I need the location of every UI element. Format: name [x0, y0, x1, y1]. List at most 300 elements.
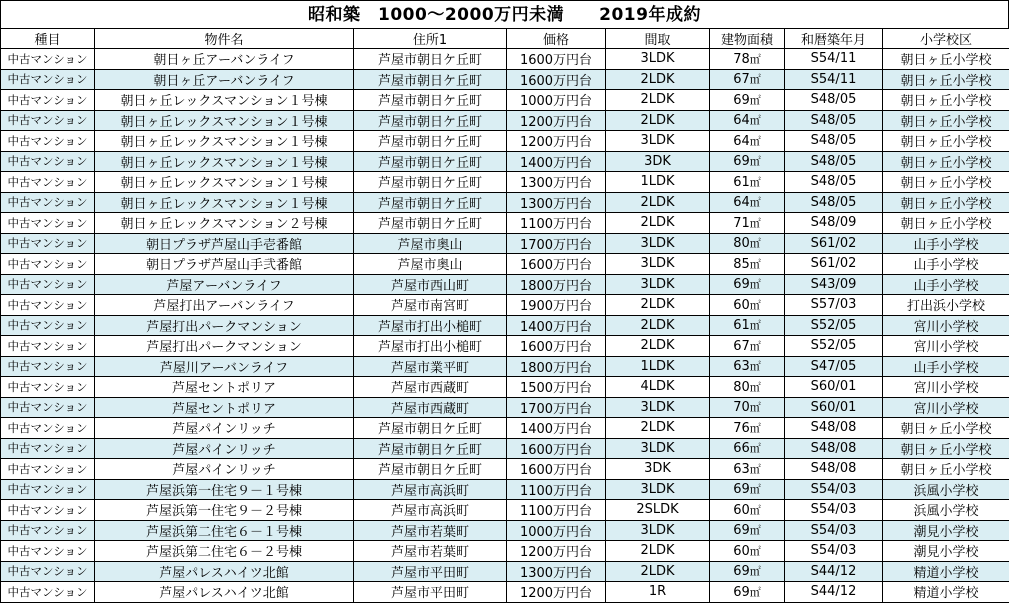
floor-area-unit: ㎡ [749, 114, 761, 128]
cell-type: 中古マンション [1, 500, 95, 521]
cell-type: 中古マンション [1, 254, 95, 275]
cell-price: 1000万円台 [507, 520, 606, 541]
cell-school-district: 山手小学校 [883, 356, 1009, 377]
cell-layout: 1LDK [606, 172, 710, 193]
header-school-district: 小学校区 [883, 29, 1009, 49]
cell-type: 中古マンション [1, 459, 95, 480]
cell-property-name: 芦屋パレスハイツ北館 [95, 561, 354, 582]
cell-type: 中古マンション [1, 274, 95, 295]
cell-type: 中古マンション [1, 418, 95, 439]
cell-floor-area [710, 315, 785, 336]
cell-built-date: S54/11 [785, 69, 883, 90]
cell-layout: 3LDK [606, 233, 710, 254]
cell-floor-area [710, 49, 785, 70]
floor-area-value: 70 [733, 400, 750, 416]
floor-area-unit: ㎡ [749, 421, 761, 435]
cell-school-district: 精道小学校 [883, 582, 1009, 603]
cell-property-name: 芦屋浜第二住宅６－１号棟 [95, 520, 354, 541]
cell-price: 1200万円台 [507, 110, 606, 131]
header-property-name: 物件名 [95, 29, 354, 49]
cell-built-date: S60/01 [785, 377, 883, 398]
table-row [1, 520, 1009, 541]
cell-price: 1900万円台 [507, 295, 606, 316]
header-address: 住所1 [354, 29, 507, 49]
cell-built-date: S44/12 [785, 582, 883, 603]
cell-floor-area [710, 520, 785, 541]
table-row [1, 90, 1009, 111]
cell-school-district: 朝日ヶ丘小学校 [883, 49, 1009, 70]
cell-address: 芦屋市朝日ケ丘町 [354, 438, 507, 459]
cell-layout: 3LDK [606, 479, 710, 500]
cell-type: 中古マンション [1, 49, 95, 70]
header-layout: 間取 [606, 29, 710, 49]
cell-address: 芦屋市高浜町 [354, 500, 507, 521]
cell-school-district: 精道小学校 [883, 561, 1009, 582]
floor-area-unit: ㎡ [749, 503, 761, 517]
cell-type: 中古マンション [1, 213, 95, 234]
cell-price: 1800万円台 [507, 274, 606, 295]
table-row [1, 131, 1009, 152]
cell-floor-area [710, 459, 785, 480]
header-floor-area: 建物面積 [710, 29, 785, 49]
cell-floor-area [710, 500, 785, 521]
table-row [1, 254, 1009, 275]
table-row [1, 479, 1009, 500]
floor-area-unit: ㎡ [749, 196, 761, 210]
table-row [1, 356, 1009, 377]
floor-area-value: 64 [733, 133, 750, 149]
cell-address: 芦屋市朝日ケ丘町 [354, 192, 507, 213]
cell-address: 芦屋市朝日ケ丘町 [354, 418, 507, 439]
table-row [1, 274, 1009, 295]
floor-area-value: 64 [733, 113, 750, 129]
cell-school-district: 朝日ヶ丘小学校 [883, 110, 1009, 131]
floor-area-unit: ㎡ [749, 155, 761, 169]
cell-school-district: 山手小学校 [883, 254, 1009, 275]
cell-type: 中古マンション [1, 295, 95, 316]
cell-layout: 3DK [606, 459, 710, 480]
floor-area-value: 69 [733, 92, 750, 108]
floor-area-value: 66 [733, 441, 750, 457]
cell-price: 1300万円台 [507, 192, 606, 213]
floor-area-value: 71 [733, 215, 750, 231]
cell-school-district: 朝日ヶ丘小学校 [883, 90, 1009, 111]
floor-area-unit: ㎡ [749, 134, 761, 148]
cell-type: 中古マンション [1, 356, 95, 377]
cell-school-district: 浜風小学校 [883, 500, 1009, 521]
cell-property-name: 朝日ヶ丘レックスマンション１号棟 [95, 90, 354, 111]
floor-area-value: 69 [733, 482, 750, 498]
cell-layout: 3LDK [606, 274, 710, 295]
table-row [1, 336, 1009, 357]
cell-type: 中古マンション [1, 438, 95, 459]
cell-layout: 3LDK [606, 520, 710, 541]
cell-property-name: 芦屋パインリッチ [95, 459, 354, 480]
cell-built-date: S48/08 [785, 418, 883, 439]
cell-property-name: 芦屋パインリッチ [95, 418, 354, 439]
cell-type: 中古マンション [1, 520, 95, 541]
cell-layout: 3LDK [606, 49, 710, 70]
table-row [1, 233, 1009, 254]
cell-floor-area [710, 336, 785, 357]
cell-school-district: 宮川小学校 [883, 315, 1009, 336]
cell-built-date: S54/03 [785, 541, 883, 562]
cell-built-date: S48/05 [785, 110, 883, 131]
cell-layout: 2SLDK [606, 500, 710, 521]
floor-area-unit: ㎡ [749, 319, 761, 333]
floor-area-value: 67 [733, 72, 750, 88]
cell-floor-area [710, 90, 785, 111]
table-body [1, 49, 1009, 603]
cell-price: 1700万円台 [507, 233, 606, 254]
cell-price: 1700万円台 [507, 397, 606, 418]
cell-price: 1600万円台 [507, 438, 606, 459]
floor-area-value: 67 [733, 338, 750, 354]
cell-property-name: 朝日プラザ芦屋山手弐番館 [95, 254, 354, 275]
cell-type: 中古マンション [1, 131, 95, 152]
cell-address: 芦屋市朝日ケ丘町 [354, 49, 507, 70]
header-row [1, 29, 1009, 49]
cell-built-date: S52/05 [785, 315, 883, 336]
cell-property-name: 芦屋浜第一住宅９－１号棟 [95, 479, 354, 500]
cell-layout: 1LDK [606, 356, 710, 377]
cell-school-district: 朝日ヶ丘小学校 [883, 459, 1009, 480]
cell-school-district: 朝日ヶ丘小学校 [883, 131, 1009, 152]
cell-floor-area [710, 192, 785, 213]
floor-area-value: 80 [733, 236, 750, 252]
floor-area-unit: ㎡ [749, 278, 761, 292]
floor-area-unit: ㎡ [749, 52, 761, 66]
cell-school-district: 山手小学校 [883, 274, 1009, 295]
cell-type: 中古マンション [1, 110, 95, 131]
cell-layout: 1R [606, 582, 710, 603]
cell-school-district: 朝日ヶ丘小学校 [883, 192, 1009, 213]
cell-floor-area [710, 356, 785, 377]
table-row [1, 438, 1009, 459]
cell-property-name: 芦屋浜第二住宅６－２号棟 [95, 541, 354, 562]
cell-type: 中古マンション [1, 377, 95, 398]
header-built-date: 和暦築年月 [785, 29, 883, 49]
floor-area-value: 69 [733, 277, 750, 293]
floor-area-unit: ㎡ [749, 483, 761, 497]
table-row [1, 151, 1009, 172]
cell-school-district: 宮川小学校 [883, 397, 1009, 418]
cell-address: 芦屋市打出小槌町 [354, 336, 507, 357]
cell-address: 芦屋市朝日ケ丘町 [354, 151, 507, 172]
cell-built-date: S44/12 [785, 561, 883, 582]
floor-area-value: 80 [733, 379, 750, 395]
cell-school-district: 潮見小学校 [883, 520, 1009, 541]
cell-built-date: S48/05 [785, 192, 883, 213]
cell-floor-area [710, 151, 785, 172]
cell-floor-area [710, 172, 785, 193]
cell-built-date: S48/08 [785, 438, 883, 459]
cell-built-date: S60/01 [785, 397, 883, 418]
cell-school-district: 朝日ヶ丘小学校 [883, 418, 1009, 439]
cell-built-date: S43/09 [785, 274, 883, 295]
listing-table [0, 28, 1009, 603]
cell-price: 1200万円台 [507, 582, 606, 603]
cell-layout: 3LDK [606, 397, 710, 418]
cell-address: 芦屋市若葉町 [354, 541, 507, 562]
floor-area-unit: ㎡ [749, 257, 761, 271]
floor-area-value: 76 [733, 420, 750, 436]
cell-built-date: S48/09 [785, 213, 883, 234]
cell-school-district: 朝日ヶ丘小学校 [883, 69, 1009, 90]
cell-address: 芦屋市朝日ケ丘町 [354, 131, 507, 152]
cell-price: 1600万円台 [507, 69, 606, 90]
floor-area-value: 69 [733, 564, 750, 580]
table-row [1, 110, 1009, 131]
cell-price: 1600万円台 [507, 254, 606, 275]
cell-address: 芦屋市業平町 [354, 356, 507, 377]
cell-built-date: S48/05 [785, 90, 883, 111]
cell-layout: 2LDK [606, 69, 710, 90]
cell-property-name: 朝日ヶ丘レックスマンション１号棟 [95, 131, 354, 152]
cell-price: 1100万円台 [507, 213, 606, 234]
cell-floor-area [710, 397, 785, 418]
cell-address: 芦屋市高浜町 [354, 479, 507, 500]
cell-built-date: S54/03 [785, 479, 883, 500]
cell-price: 1400万円台 [507, 418, 606, 439]
floor-area-value: 69 [733, 154, 750, 170]
cell-built-date: S61/02 [785, 254, 883, 275]
cell-built-date: S57/03 [785, 295, 883, 316]
cell-address: 芦屋市南宮町 [354, 295, 507, 316]
cell-layout: 2LDK [606, 541, 710, 562]
cell-address: 芦屋市平田町 [354, 561, 507, 582]
cell-floor-area [710, 213, 785, 234]
cell-built-date: S48/08 [785, 459, 883, 480]
cell-layout: 2LDK [606, 295, 710, 316]
table-row [1, 49, 1009, 70]
cell-price: 1500万円台 [507, 377, 606, 398]
cell-property-name: 朝日ヶ丘レックスマンション１号棟 [95, 110, 354, 131]
floor-area-unit: ㎡ [749, 175, 761, 189]
floor-area-unit: ㎡ [749, 544, 761, 558]
cell-type: 中古マンション [1, 541, 95, 562]
cell-type: 中古マンション [1, 561, 95, 582]
cell-built-date: S61/02 [785, 233, 883, 254]
cell-address: 芦屋市朝日ケ丘町 [354, 110, 507, 131]
cell-property-name: 芦屋浜第一住宅９－２号棟 [95, 500, 354, 521]
cell-layout: 2LDK [606, 110, 710, 131]
cell-property-name: 朝日ヶ丘レックスマンション１号棟 [95, 151, 354, 172]
cell-school-district: 宮川小学校 [883, 336, 1009, 357]
cell-property-name: 芦屋パインリッチ [95, 438, 354, 459]
cell-built-date: S54/03 [785, 500, 883, 521]
cell-floor-area [710, 561, 785, 582]
cell-layout: 2LDK [606, 90, 710, 111]
cell-price: 1600万円台 [507, 49, 606, 70]
sheet-title: 昭和築 1000～2000万円未満 2019年成約 [0, 0, 1009, 28]
cell-property-name: 朝日ヶ丘レックスマンション１号棟 [95, 192, 354, 213]
floor-area-unit: ㎡ [749, 565, 761, 579]
cell-built-date: S48/05 [785, 131, 883, 152]
cell-school-district: 朝日ヶ丘小学校 [883, 172, 1009, 193]
cell-type: 中古マンション [1, 151, 95, 172]
cell-type: 中古マンション [1, 479, 95, 500]
cell-layout: 2LDK [606, 315, 710, 336]
cell-property-name: 朝日ヶ丘レックスマンション１号棟 [95, 172, 354, 193]
cell-layout: 2LDK [606, 336, 710, 357]
cell-floor-area [710, 582, 785, 603]
table-row [1, 541, 1009, 562]
cell-school-district: 宮川小学校 [883, 377, 1009, 398]
floor-area-unit: ㎡ [749, 585, 761, 599]
cell-layout: 2LDK [606, 418, 710, 439]
cell-layout: 3LDK [606, 254, 710, 275]
cell-layout: 3DK [606, 151, 710, 172]
table-row [1, 500, 1009, 521]
cell-property-name: 芦屋アーバンライフ [95, 274, 354, 295]
cell-layout: 4LDK [606, 377, 710, 398]
floor-area-unit: ㎡ [749, 298, 761, 312]
cell-built-date: S52/05 [785, 336, 883, 357]
table-row [1, 213, 1009, 234]
floor-area-value: 60 [733, 502, 750, 518]
cell-address: 芦屋市奥山 [354, 233, 507, 254]
cell-price: 1600万円台 [507, 336, 606, 357]
cell-type: 中古マンション [1, 582, 95, 603]
cell-price: 1100万円台 [507, 500, 606, 521]
cell-layout: 2LDK [606, 213, 710, 234]
cell-address: 芦屋市朝日ケ丘町 [354, 172, 507, 193]
cell-type: 中古マンション [1, 336, 95, 357]
header-price: 価格 [507, 29, 606, 49]
cell-property-name: 朝日ヶ丘レックスマンション２号棟 [95, 213, 354, 234]
cell-school-district: 朝日ヶ丘小学校 [883, 438, 1009, 459]
header-type: 種目 [1, 29, 95, 49]
floor-area-unit: ㎡ [749, 401, 761, 415]
floor-area-unit: ㎡ [749, 442, 761, 456]
floor-area-unit: ㎡ [749, 237, 761, 251]
floor-area-unit: ㎡ [749, 93, 761, 107]
cell-school-district: 潮見小学校 [883, 541, 1009, 562]
cell-property-name: 朝日ヶ丘アーバンライフ [95, 69, 354, 90]
cell-property-name: 芦屋セントポリア [95, 377, 354, 398]
cell-address: 芦屋市若葉町 [354, 520, 507, 541]
floor-area-value: 60 [733, 297, 750, 313]
cell-layout: 3LDK [606, 131, 710, 152]
cell-address: 芦屋市朝日ケ丘町 [354, 459, 507, 480]
table-row [1, 69, 1009, 90]
floor-area-value: 60 [733, 543, 750, 559]
floor-area-unit: ㎡ [749, 380, 761, 394]
cell-floor-area [710, 254, 785, 275]
cell-price: 1000万円台 [507, 90, 606, 111]
cell-address: 芦屋市平田町 [354, 582, 507, 603]
table-row [1, 418, 1009, 439]
floor-area-unit: ㎡ [749, 524, 761, 538]
cell-floor-area [710, 377, 785, 398]
cell-price: 1400万円台 [507, 151, 606, 172]
cell-address: 芦屋市西蔵町 [354, 377, 507, 398]
cell-price: 1300万円台 [507, 172, 606, 193]
table-row [1, 315, 1009, 336]
cell-built-date: S54/11 [785, 49, 883, 70]
cell-type: 中古マンション [1, 233, 95, 254]
cell-floor-area [710, 418, 785, 439]
cell-price: 1200万円台 [507, 131, 606, 152]
cell-built-date: S47/05 [785, 356, 883, 377]
cell-price: 1200万円台 [507, 541, 606, 562]
cell-school-district: 山手小学校 [883, 233, 1009, 254]
cell-floor-area [710, 110, 785, 131]
floor-area-unit: ㎡ [749, 73, 761, 87]
cell-price: 1100万円台 [507, 479, 606, 500]
cell-school-district: 浜風小学校 [883, 479, 1009, 500]
cell-price: 1800万円台 [507, 356, 606, 377]
cell-built-date: S48/05 [785, 172, 883, 193]
table-row [1, 295, 1009, 316]
floor-area-unit: ㎡ [749, 339, 761, 353]
floor-area-value: 61 [733, 318, 750, 334]
cell-property-name: 朝日ヶ丘アーバンライフ [95, 49, 354, 70]
floor-area-unit: ㎡ [749, 216, 761, 230]
cell-type: 中古マンション [1, 90, 95, 111]
cell-type: 中古マンション [1, 172, 95, 193]
table-row [1, 377, 1009, 398]
cell-address: 芦屋市西蔵町 [354, 397, 507, 418]
cell-property-name: 芦屋パレスハイツ北館 [95, 582, 354, 603]
table-row [1, 192, 1009, 213]
floor-area-value: 63 [733, 359, 750, 375]
floor-area-value: 61 [733, 174, 750, 190]
table-row [1, 582, 1009, 603]
cell-property-name: 芦屋打出パークマンション [95, 336, 354, 357]
cell-property-name: 芦屋川アーバンライフ [95, 356, 354, 377]
floor-area-value: 78 [733, 51, 750, 67]
cell-layout: 2LDK [606, 561, 710, 582]
cell-floor-area [710, 295, 785, 316]
floor-area-value: 69 [733, 523, 750, 539]
cell-address: 芦屋市打出小槌町 [354, 315, 507, 336]
cell-price: 1600万円台 [507, 459, 606, 480]
cell-school-district: 朝日ヶ丘小学校 [883, 213, 1009, 234]
cell-layout: 3LDK [606, 438, 710, 459]
cell-property-name: 芦屋セントポリア [95, 397, 354, 418]
cell-type: 中古マンション [1, 192, 95, 213]
table-row [1, 397, 1009, 418]
cell-floor-area [710, 233, 785, 254]
table-row [1, 459, 1009, 480]
cell-address: 芦屋市奥山 [354, 254, 507, 275]
cell-floor-area [710, 69, 785, 90]
cell-built-date: S54/03 [785, 520, 883, 541]
cell-type: 中古マンション [1, 397, 95, 418]
cell-address: 芦屋市朝日ケ丘町 [354, 69, 507, 90]
floor-area-unit: ㎡ [749, 360, 761, 374]
cell-floor-area [710, 541, 785, 562]
cell-floor-area [710, 438, 785, 459]
table-row [1, 172, 1009, 193]
cell-built-date: S48/05 [785, 151, 883, 172]
cell-floor-area [710, 274, 785, 295]
floor-area-value: 64 [733, 195, 750, 211]
cell-property-name: 朝日プラザ芦屋山手壱番館 [95, 233, 354, 254]
cell-type: 中古マンション [1, 315, 95, 336]
cell-school-district: 朝日ヶ丘小学校 [883, 151, 1009, 172]
floor-area-value: 85 [733, 256, 750, 272]
cell-price: 1300万円台 [507, 561, 606, 582]
table-row [1, 561, 1009, 582]
floor-area-value: 69 [733, 584, 750, 600]
cell-address: 芦屋市西山町 [354, 274, 507, 295]
cell-school-district: 打出浜小学校 [883, 295, 1009, 316]
floor-area-unit: ㎡ [749, 462, 761, 476]
cell-floor-area [710, 131, 785, 152]
